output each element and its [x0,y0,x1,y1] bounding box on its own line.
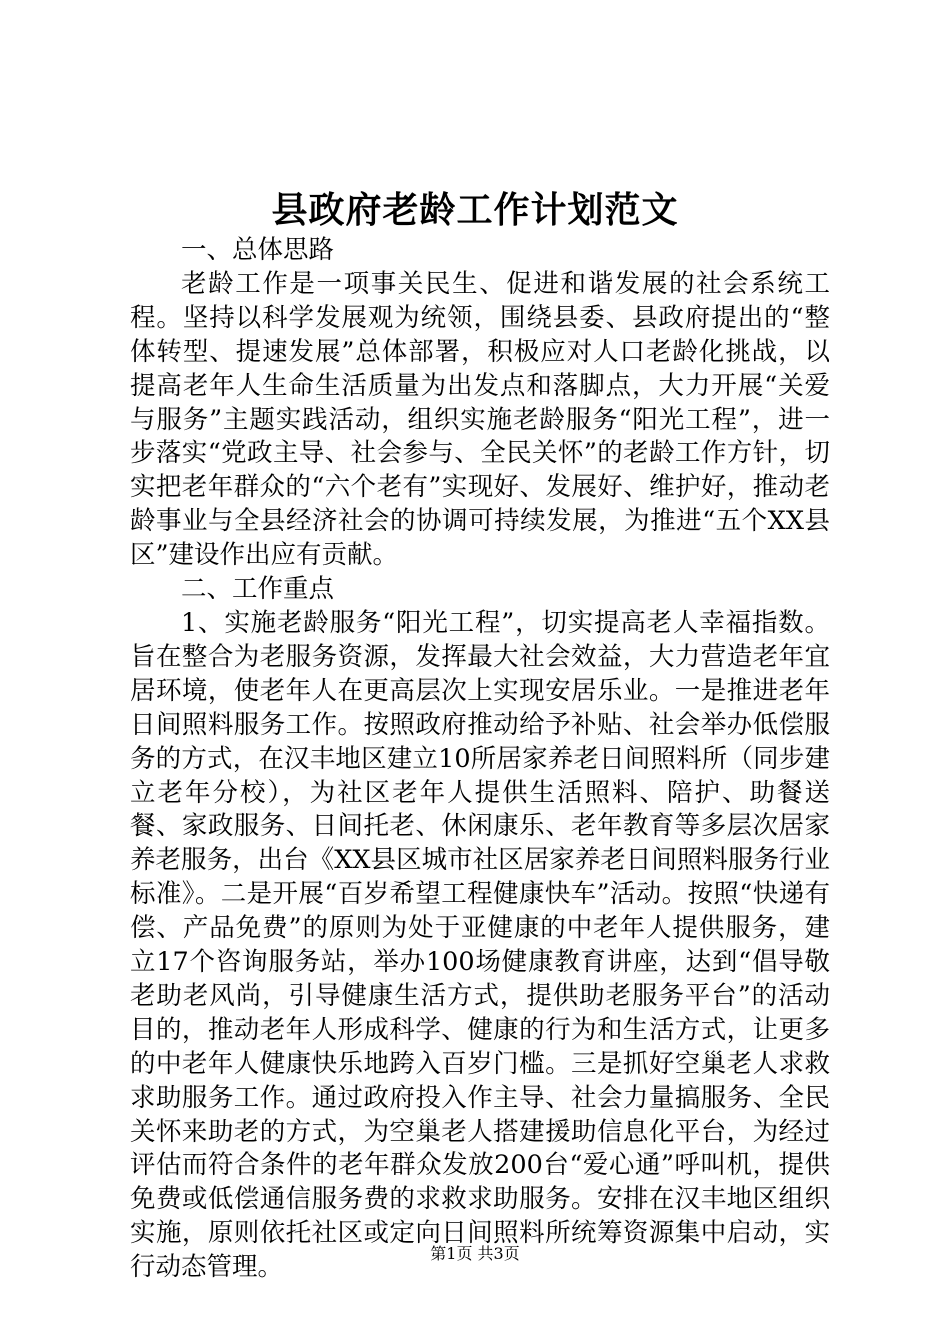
section-heading-overall-approach: 一、总体思路 [181,235,335,265]
document-title: 县政府老龄工作计划范文 [271,189,679,231]
document-body [130,234,830,1285]
paragraph-work-focus-item-1: 1、实施老龄服务“阳光工程”，切实提高老人幸福指数。旨在整合为老服务资源，发挥最大社会效益，大力营造老年宜居环境，使老年人在更高层次上实现安居乐业。一是推进老年日间照料服务工作。按照政府推动给予补贴、社会举办低偿服务的方式，在汉丰地区建立10所居家养老日间照料所（同步建立老年分校），为社区老年人提供生活照料、陪护、助餐送餐、家政服务、日间托老、休闲康乐、老年教育等多层次居家养老服务，出台《XX县区城市社区居家养老日间照料服务行业标准》。二是开展“百岁希望工程健康快车”活动。按照“快递有偿、产品免费”的原则为处于亚健康的中老年人提供服务，建立17个咨询服务站，举办100场健康教育讲座，达到“倡导敬老助老风尚，引导健康生活方式，提供助老服务平台”的活动目的，推动老年人形成科学、健康的行为和生活方式，让更多的中老年人健康快乐地跨入百岁门槛。三是抓好空巢老人求救求助服务工作。通过政府投入作主导、社会力量搞服务、全民关怀来助老的方式，为空巢老人搭建援助信息化平台，为经过评估而符合条件的老年群众发放200台“爱心通”呼叫机，提供免费或低偿通信服务费的求救求助服务。安排在汉丰地区组织实施，原则依托社区或定向日间照料所统筹资源集中启动，实行动态管理。 [130,607,830,1283]
section-heading-work-focus: 二、工作重点 [181,574,335,605]
paragraph-overall-approach: 老龄工作是一项事关民生、促进和谐发展的社会系统工程。坚持以科学发展观为统领，围绕县委、县政府提出的“整体转型、提速发展”总体部署，积极应对人口老龄化挑战，以提高老年人生命生活质量为出发点和落脚点，大力开展“关爱与服务”主题实践活动，组织实施老龄服务“阳光工程”，进一步落实“党政主导、社会参与、全民关怀”的老龄工作方针，切实把老年群众的“六个老有”实现好、发展好、维护好，推动老龄事业与全县经济社会的协调可持续发展，为推进“五个XX县区”建设作出应有贡献。 [130,268,830,571]
page-footer: 第1页 共3页 [430,1244,520,1263]
